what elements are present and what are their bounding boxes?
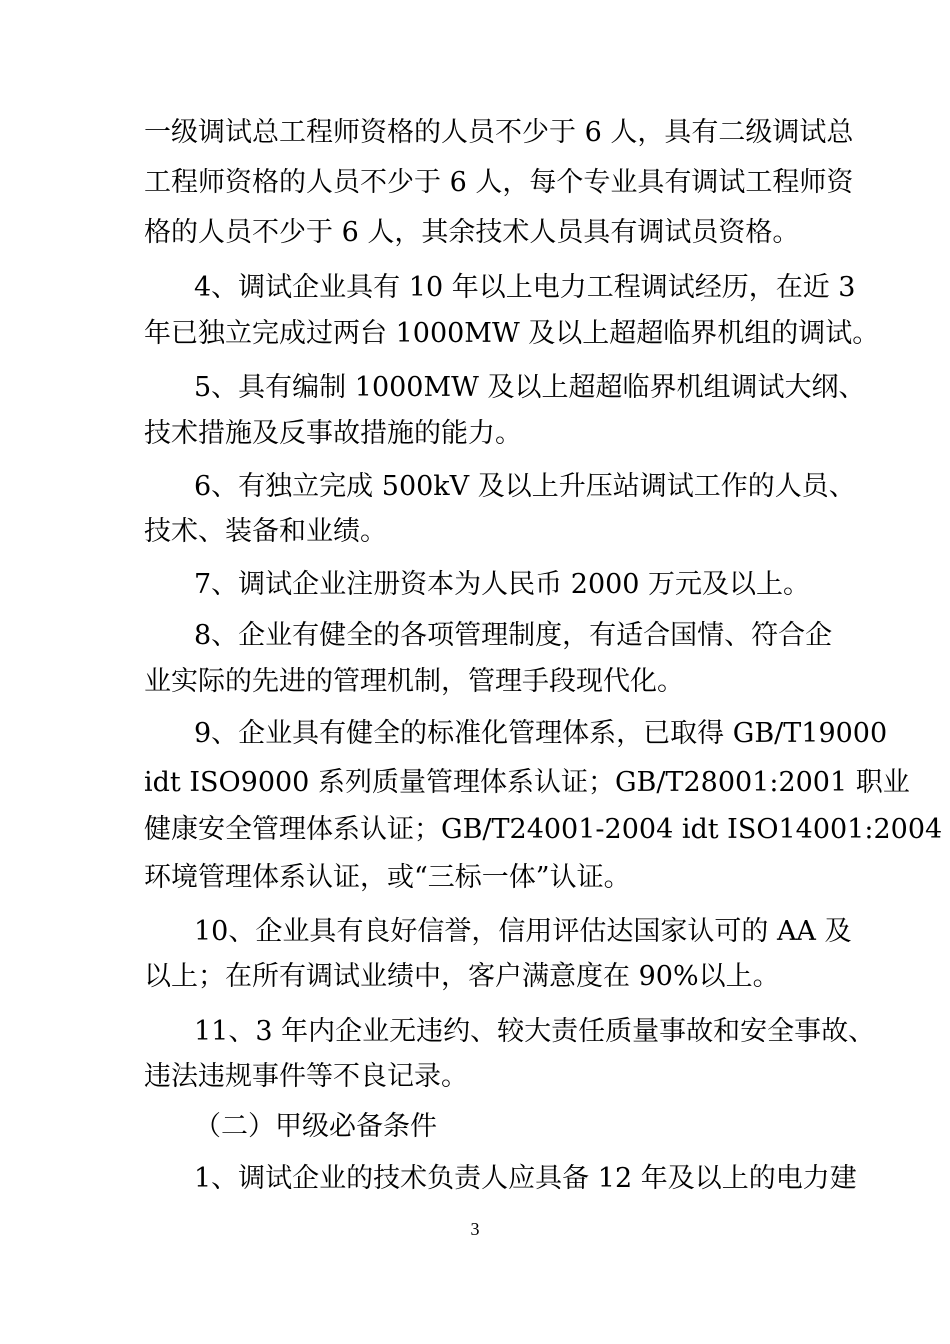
- text-line: 11、3 年内企业无违约、较大责任质量事故和安全事故、: [194, 1016, 876, 1047]
- text-line: 4、调试企业具有 10 年以上电力工程调试经历，在近 3: [194, 272, 856, 303]
- section-heading: （二）甲级必备条件: [194, 1111, 437, 1142]
- text-line: 违法违规事件等不良记录。: [144, 1061, 468, 1092]
- text-line: 环境管理体系认证，或“三标一体”认证。: [144, 862, 631, 893]
- text-line: 以上；在所有调试业绩中，客户满意度在 90%以上。: [144, 961, 780, 992]
- text-line: 健康安全管理体系认证；GB/T24001-2004 idt ISO14001:2004: [144, 814, 943, 845]
- text-line: 7、调试企业注册资本为人民币 2000 万元及以上。: [194, 569, 811, 600]
- text-line: 工程师资格的人员不少于 6 人，每个专业具有调试工程师资: [144, 167, 854, 198]
- text-line: 业实际的先进的管理机制，管理手段现代化。: [144, 666, 684, 697]
- text-line: 技术、装备和业绩。: [144, 516, 387, 547]
- text-line: 9、企业具有健全的标准化管理体系，已取得 GB/T19000: [194, 718, 888, 749]
- text-line: 格的人员不少于 6 人，其余技术人员具有调试员资格。: [144, 217, 800, 248]
- text-line: 年已独立完成过两台 1000MW 及以上超超临界机组的调试。: [144, 318, 880, 349]
- text-line: 5、具有编制 1000MW 及以上超超临界机组调试大纲、: [194, 372, 866, 403]
- text-line: 8、企业有健全的各项管理制度，有适合国情、符合企: [194, 620, 833, 651]
- text-line: 一级调试总工程师资格的人员不少于 6 人，具有二级调试总: [144, 117, 854, 148]
- text-line: 1、调试企业的技术负责人应具备 12 年及以上的电力建: [194, 1163, 857, 1194]
- page-number: 3: [470, 1219, 480, 1239]
- text-line: idt ISO9000 系列质量管理体系认证；GB/T28001:2001 职业: [144, 767, 910, 798]
- text-line: 6、有独立完成 500kV 及以上升压站调试工作的人员、: [194, 471, 856, 502]
- text-line: 10、企业具有良好信誉，信用评估达国家认可的 AA 及: [194, 916, 852, 947]
- text-line: 技术措施及反事故措施的能力。: [144, 418, 522, 449]
